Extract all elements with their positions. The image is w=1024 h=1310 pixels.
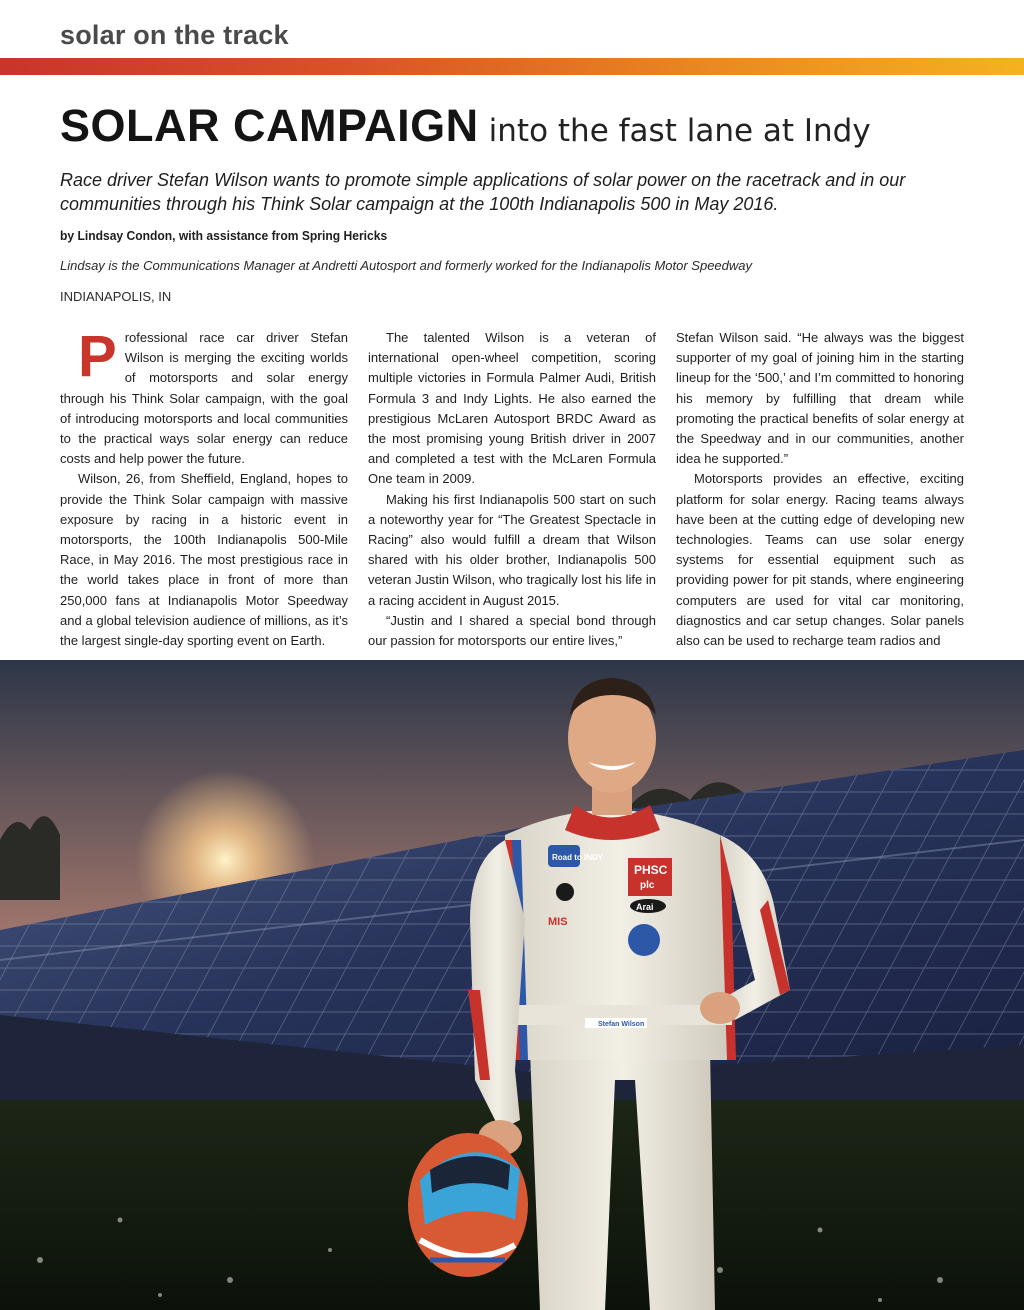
article-column-1	[60, 324, 348, 651]
headline-main: SOLAR CAMPAIGN	[60, 100, 479, 151]
paragraph: Making his first Indianapolis 500 start on such a noteworthy year for “The Greatest Spectacle in Racing” also would fulfill a dream that Wilson shared with his older brother, Indianapolis 500 veteran Justin Wilson, who tragically lost his life in a racing accident in August 2015.	[368, 491, 656, 608]
patch-name-tag: Stefan Wilson	[598, 1021, 645, 1028]
author-bio: Lindsay is the Communications Manager at Andretti Autosport and formerly worked for the Indianapolis Motor Speedway	[60, 258, 753, 273]
paragraph: Wilson, 26, from Sheffield, England, hopes to provide the Think Solar campaign with massive exposure by racing in a historic event in motorsports, the 100th Indianapolis 500-Mile Race, in May 2016. The most prestigious race in the world takes place in front of more than 250,000 fans at Indianapolis Motor Speedway and a global television audience of millions, as it’s the largest single-day sporting event on Earth.	[60, 471, 348, 649]
section-rule	[0, 58, 1024, 75]
paragraph: Stefan Wilson said. “He always was the biggest supporter of my goal of joining him in the starting lineup for the ‘500,’ and I’m committed to honoring his memory by fulfilling that dream while promoting the practical benefits of solar energy at the Speedway and in our communities, another idea he supported.”	[676, 330, 964, 467]
paragraph: “Justin and I shared a special bond through our passion for motorsports our entire lives,”	[368, 612, 656, 649]
paragraph-text: rofessional race car driver Stefan Wilson is merging the exciting worlds of motorsports and solar energy through his Think Solar campaign, with the goal of introducing motorsports and local communities to the practical ways solar energy can reduce costs and help power the future.	[60, 330, 348, 467]
byline: by Lindsay Condon, with assistance from Spring Hericks	[60, 228, 388, 243]
paragraph	[60, 324, 348, 469]
racing-helmet	[408, 1133, 528, 1277]
headline-sub: into the fast lane at Indy	[488, 113, 871, 149]
patch-phsc: PHSC	[634, 863, 668, 877]
paragraph: Motorsports provides an effective, exciting platform for solar energy. Racing teams always have been at the cutting edge of developing new technologies. Teams can use solar energy systems for essential equipment such as providing power for pit stands, where engineering computers are used for vital car monitoring, diagnostics and car setup changes. Solar panels also can be used to recharge team radios and	[676, 471, 964, 649]
dateline: INDIANAPOLIS, IN	[60, 289, 172, 304]
article-column-3	[676, 328, 964, 651]
section-label: solar on the track	[60, 20, 289, 50]
dek: Race driver Stefan Wilson wants to promote simple applications of solar power on the racetrack and in our communities through his Think Solar campaign at the 100th Indianapolis 500 in May 2016.	[60, 170, 906, 214]
patch-road-to-indy: Road to INDY	[552, 853, 604, 862]
headline	[60, 100, 980, 152]
driver-photo	[0, 660, 1024, 1310]
patch-mis: MIS	[548, 916, 568, 928]
paragraph: The talented Wilson is a veteran of international open-wheel competition, scoring multiple victories in Formula Palmer Audi, British Formula 3 and Indy Lights. He also earned the prestigious McLaren Autosport BRDC Award as the most promising young British driver in 2007 and completed a test with the McLaren Formula One team in 2009.	[368, 330, 656, 487]
drop-cap: P	[78, 324, 117, 389]
patch-plc: plc	[640, 880, 655, 891]
article-column-2	[368, 328, 656, 651]
patch-arai: Arai	[636, 902, 654, 912]
